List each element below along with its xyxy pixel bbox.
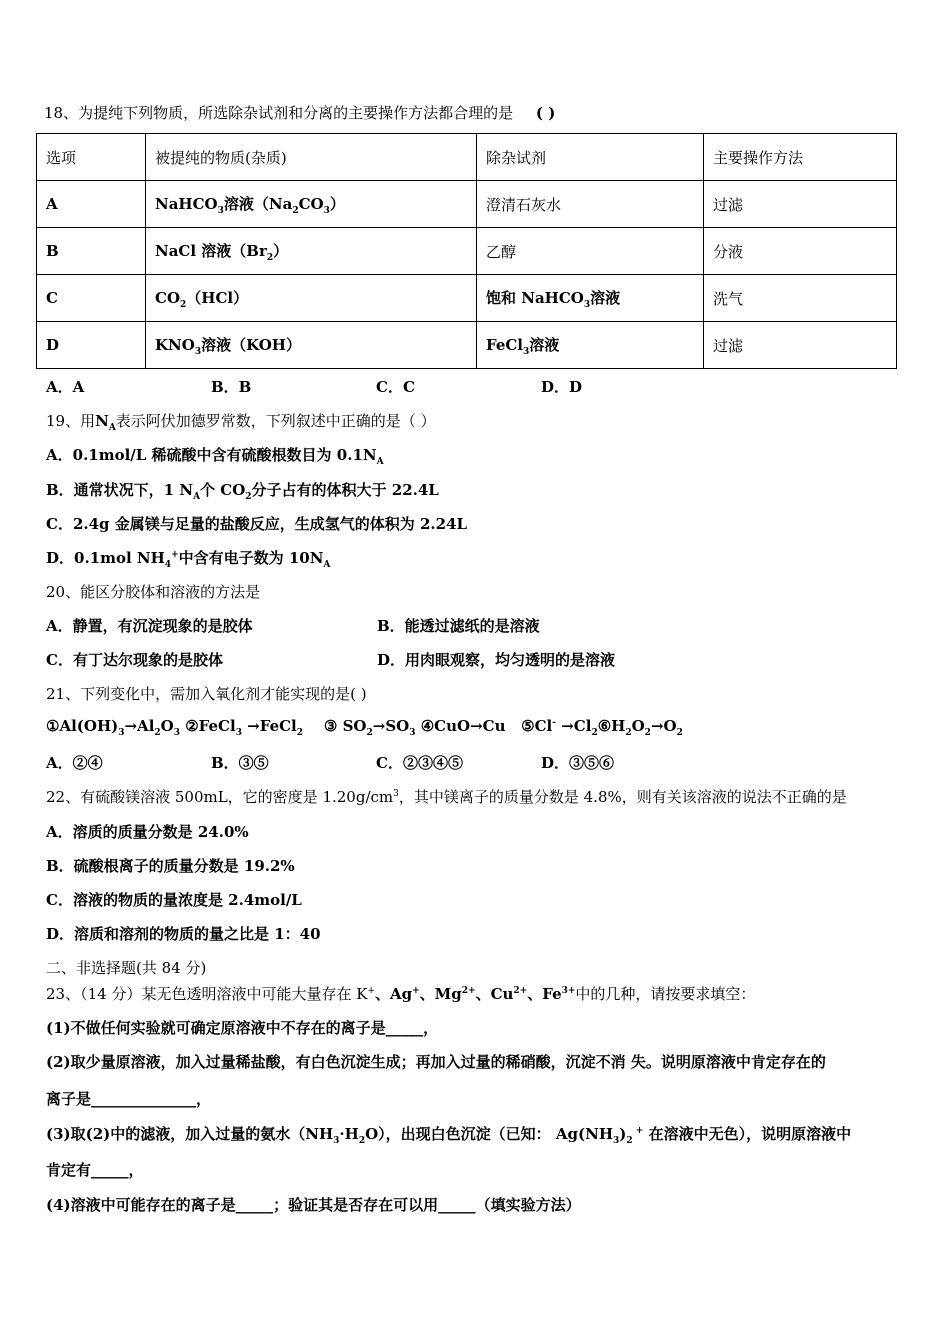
q20-stem: 20、能区分胶体和溶液的方法是 (46, 583, 261, 601)
substance-cell: NaHCO$_3$溶液$(Na_2CO_3)$ (146, 181, 477, 228)
q21-options: A．②④ B．③⑤ C．②③④⑤ D．③⑤⑥ (46, 754, 615, 772)
header-cell: 选项 (37, 134, 146, 181)
q23-part2b: 离子是______________， (46, 1090, 212, 1108)
q18-table (36, 133, 897, 369)
table-row: A NaHCO$_3$溶液$(Na_2CO_3)$ 澄清石灰水 过滤 (37, 181, 897, 228)
q20-option-c: C．有丁达尔现象的是胶体 (46, 651, 223, 669)
reagent-cell: FeCl$_3$溶液 (477, 322, 704, 369)
substance-cell: NaCl 溶液$(Br_2)$ (146, 228, 477, 275)
q22-option-d: D．溶质和溶剂的物质的量之比是 1：40 (46, 925, 321, 943)
q20-option-b: B．能透过滤纸的是溶液 (377, 617, 540, 635)
q23-part3a: (3)取(2)中的滤液，加入过量的氨水$(NH_3\cdot H_2O)$，出现白色沉淀（已知： $Ag(NH_3)_2$ + 在溶液中无色），说明原溶液中 (46, 1125, 852, 1146)
q22-option-c: C．溶液的物质的量浓度是 2.4mol/L (46, 891, 302, 909)
substance-cell: $CO_2(HCl)$ (146, 275, 477, 322)
q23-part4: (4)溶液中可能存在的离子是_____；验证其是否存在可以用_____（填实验方法） (46, 1196, 581, 1214)
q19-stem: 19、用$N_A$表示阿伏加德罗常数，下列叙述中正确的是（ ） (46, 412, 436, 433)
q20-option-a: A．静置，有沉淀现象的是胶体 (46, 617, 253, 635)
q19-option-c: C．2.4g 金属镁与足量的盐酸反应，生成氢气的体积为 2.24L (46, 515, 468, 533)
header-cell: 主要操作方法 (704, 134, 897, 181)
q21-reactions: $①Al(OH)_3\to Al_2O_3$ ②FeCl$_3$ →FeCl$_2$ ③ $SO_2\to SO_3$ ④CuO→Cu ⑤Cl- $\to Cl_2⑥H_2O_2\to O_2$ (46, 717, 683, 738)
substance-cell: $KNO_3$溶液（KOH） (146, 322, 477, 369)
q21-stem: 21、下列变化中，需加入氧化剂才能实现的是( ) (46, 685, 367, 703)
table-row: D $KNO_3$溶液（KOH） FeCl$_3$溶液 过滤 (37, 322, 897, 369)
table-row: C $CO_2(HCl)$ 饱和 NaHCO$_3$溶液 洗气 (37, 275, 897, 322)
q19-option-b: B．通常状况下，1 $N_A$个 $CO_2$分子占有的体积大于 22.4L (46, 481, 439, 502)
section-title: 二、非选择题(共 84 分) (46, 959, 207, 977)
header-cell: 被提纯的物质(杂质) (146, 134, 477, 181)
q22-stem: 22、有硫酸镁溶液 500mL，它的密度是 $1.20g/cm^3$，其中镁离子的质量分数是 4.8%，则有关该溶液的说法不正确的是 (46, 788, 847, 806)
q23-part1: (1)不做任何实验就可确定原溶液中不存在的离子是_____， (46, 1019, 439, 1037)
table-row: B NaCl 溶液$(Br_2)$ 乙醇 分液 (37, 228, 897, 275)
reagent-cell: 饱和 NaHCO$_3$溶液 (477, 275, 704, 322)
q19-option-a: A．0.1mol/L 稀硫酸中含有硫酸根数目为 $0.1N_A$ (46, 446, 384, 467)
q18-options: A．A B．B C．C D．D (46, 378, 583, 396)
q23-part3b: 肯定有_____， (46, 1161, 144, 1179)
q22-option-b: B．硫酸根离子的质量分数是 19.2% (46, 857, 295, 875)
q23-part2a: (2)取少量原溶液，加入过量稀盐酸，有白色沉淀生成；再加入过量的稀硝酸，沉淀不消 失。说明原溶液中肯定存在的 (46, 1053, 826, 1071)
q19-option-d: D．0.1mol $NH_4^+$中含有电子数为 $10N_A$ (46, 549, 331, 570)
q22-option-a: A．溶质的质量分数是 24.0% (46, 823, 249, 841)
header-cell: 除杂试剂 (477, 134, 704, 181)
table-header-row (37, 134, 897, 181)
q18-stem: 18、为提纯下列物质，所选除杂试剂和分离的主要操作方法都合理的是 ( ) (44, 104, 556, 122)
q23-stem: 23、（14 分）某无色透明溶液中可能大量存在 K+、Ag+、$Mg^{2+}$、$Cu^{2+}$、$Fe^{3+}$中的几种，请按要求填空： (46, 985, 756, 1003)
q20-option-d: D．用肉眼观察，均匀透明的是溶液 (377, 651, 616, 669)
